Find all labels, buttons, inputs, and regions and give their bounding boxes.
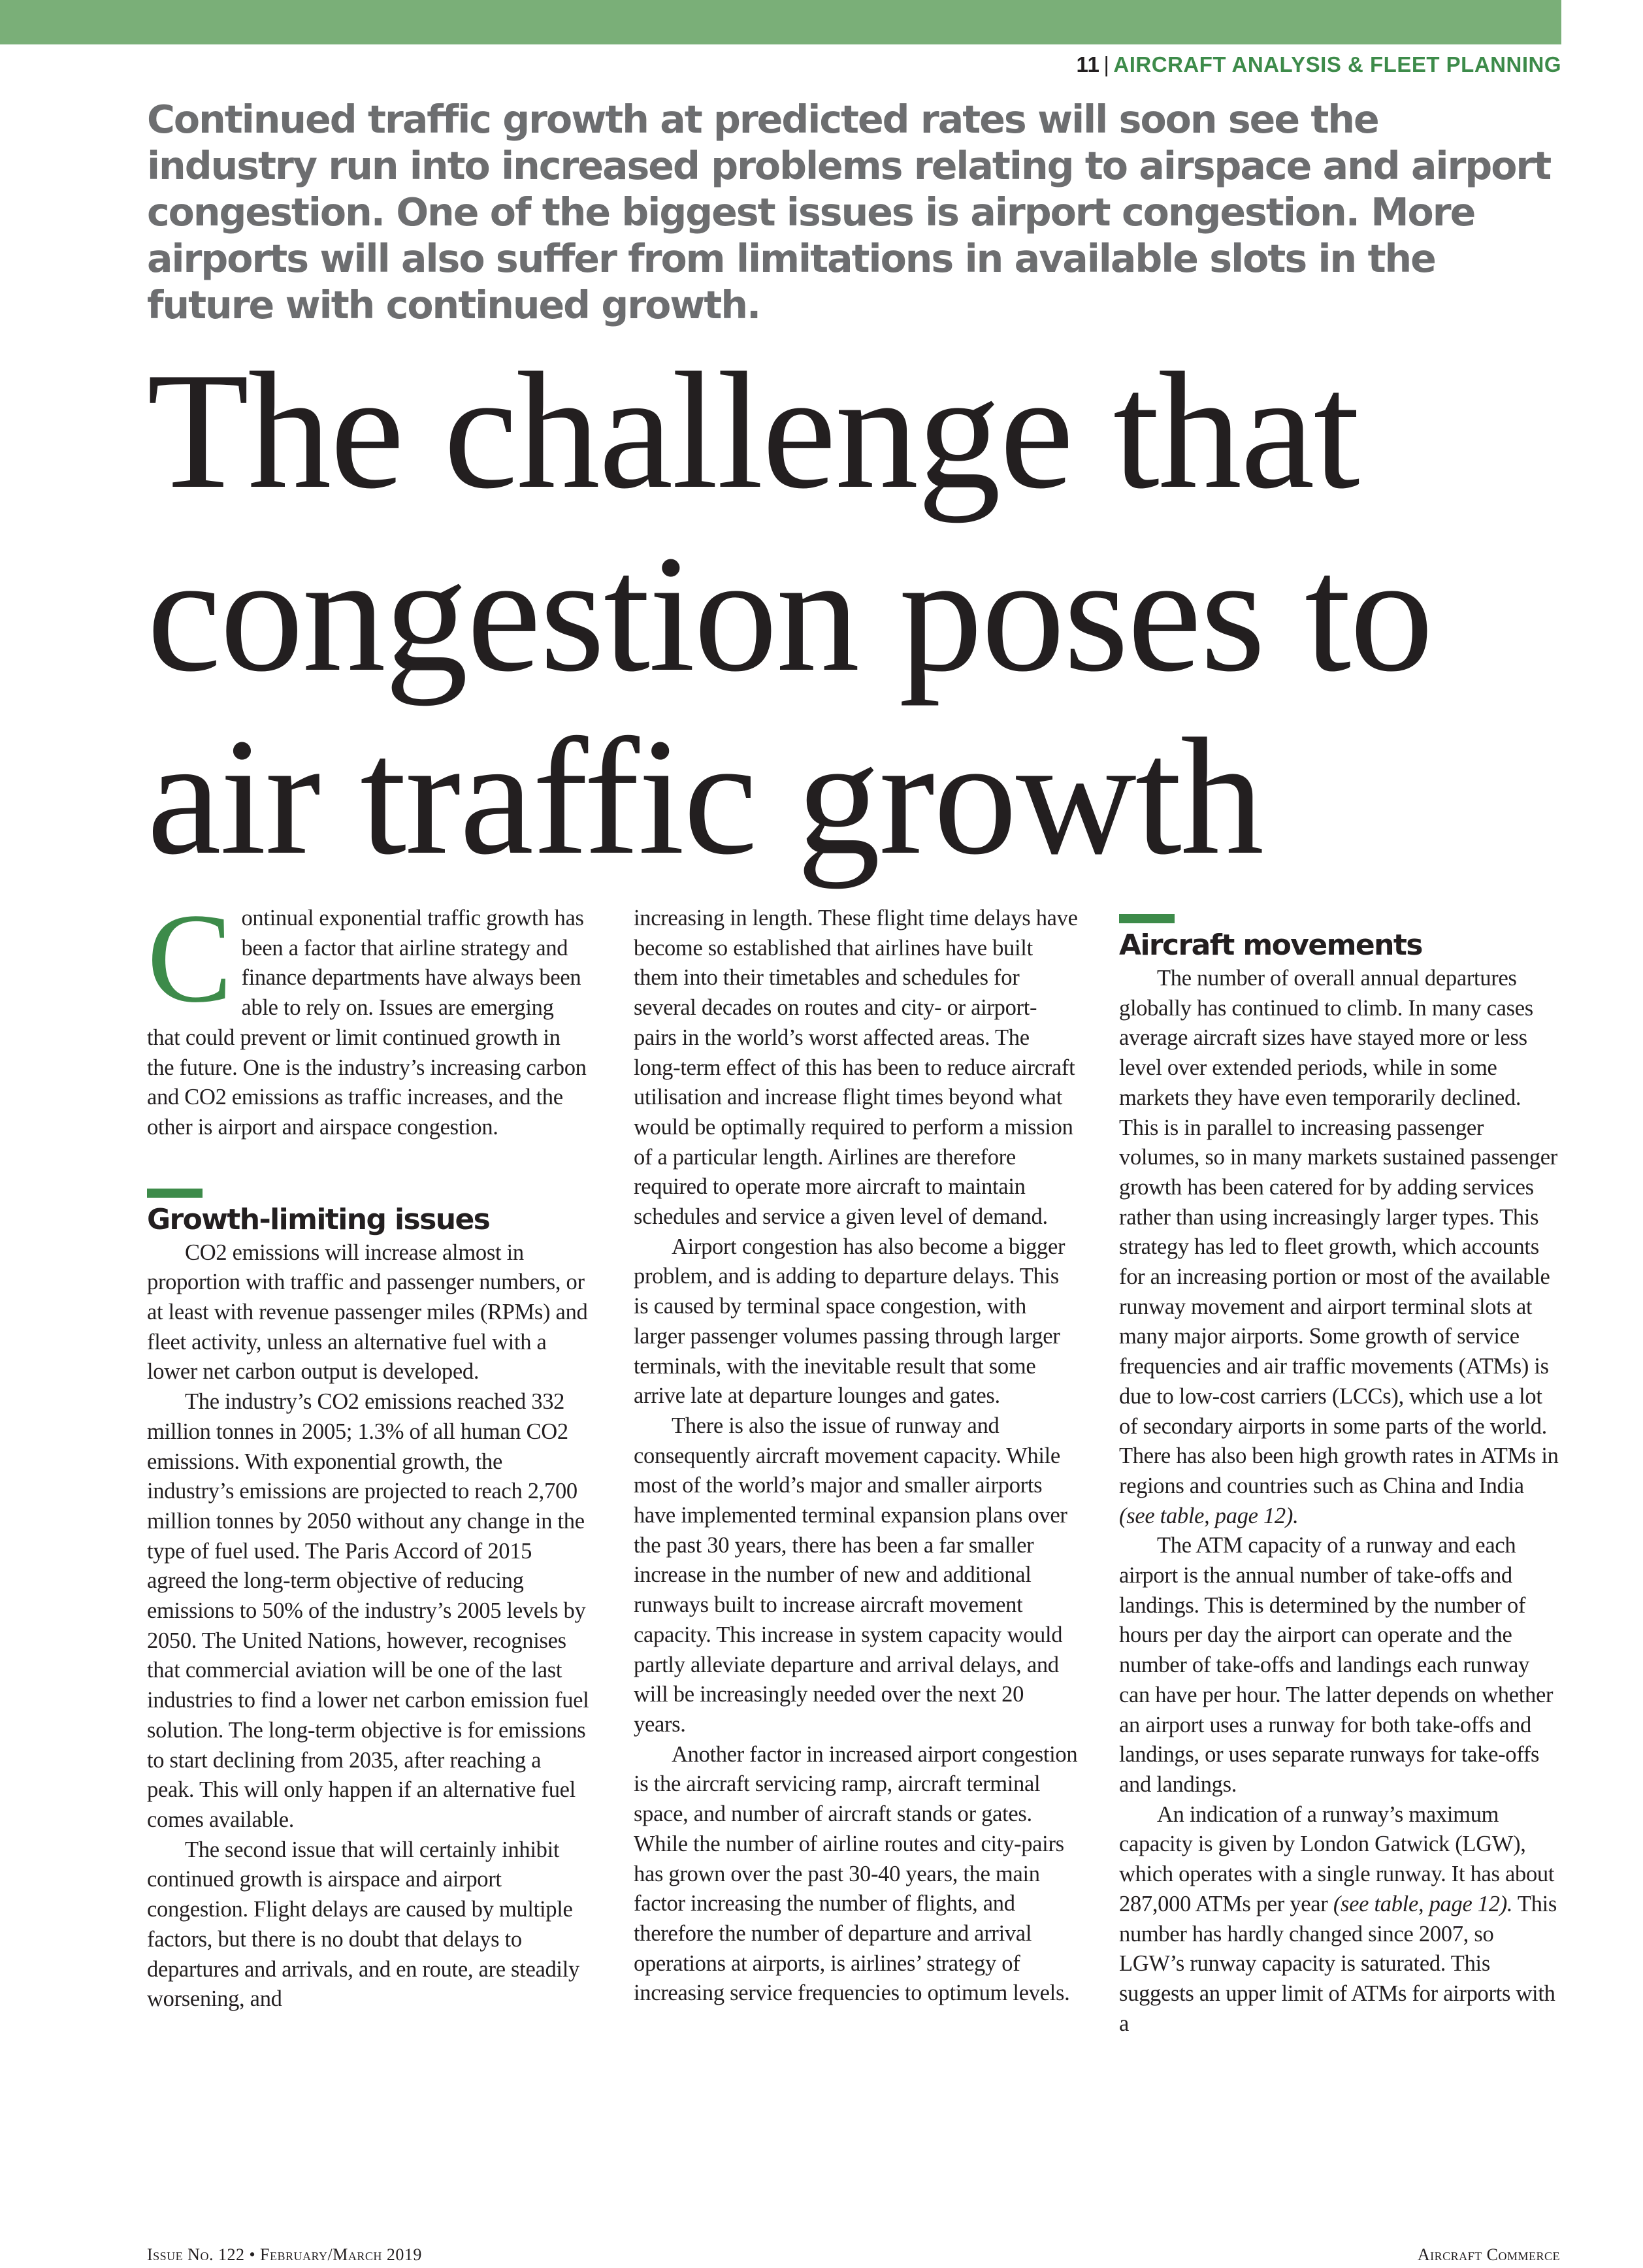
table-reference: (see table, page 12). bbox=[1119, 1503, 1299, 1528]
header-separator: | bbox=[1103, 52, 1110, 76]
section-marker bbox=[1119, 914, 1175, 923]
body-paragraph: The second issue that will certainly inhibit continued growth is airspace and airport congestion. Flight delays are caused by multiple factors, but there is no doubt that delays to departures and arrivals, and en route, are steadily worsening, and bbox=[147, 1837, 579, 2012]
body-paragraph bbox=[1119, 964, 1563, 1531]
column-3 bbox=[1119, 904, 1563, 2039]
body-text: The number of overall annual departures globally has continued to climb. In many cases average aircraft sizes have stayed more or less level over extended periods, while in some markets they have even temporarily declined. This is in parallel to increasing passenger volumes, so in many markets sustained passenger growth has been catered for by adding services rather than using increasingly larger types. This strategy has led to fleet growth, which accounts for an increasing portion or most of the available runway movement and airport terminal slots at many major airports. Some growth of service frequencies and air traffic movements (ATMs) is due to low-cost carriers (LCCs), which use a lot of secondary airports in some parts of the world. There has also been high growth rates in ATMs in regions and countries such as China and India bbox=[1119, 966, 1559, 1498]
footer-publication: Aircraft Commerce bbox=[1417, 2245, 1560, 2264]
body-paragraph: increasing in length. These flight time delays have become so established that airlines have built them into their timetables and schedules for several decades on routes and city- or airport-pairs in the world’s worst affected areas. The long-term effect of this has been to reduce aircraft utilisation and increase flight times beyond what would be optimally required to perform a mission of a particular length. Airlines are therefore required to operate more aircraft to maintain schedules and service a given level of demand. bbox=[634, 906, 1078, 1230]
body-paragraph: Another factor in increased airport congestion is the aircraft servicing ramp, aircraft terminal space, and number of aircraft stands or gates. While the number of airline routes and city-pairs has grown over the past 30-40 years, the main factor increasing the number of flights, and therefore the number of departure and arrival operations at airports, is airlines’ strategy of increasing service frequencies to optimum levels. bbox=[634, 1741, 1078, 2006]
table-reference: (see table, page 12). bbox=[1333, 1891, 1513, 1916]
body-paragraph: The ATM capacity of a runway and each airport is the annual number of take-offs and landings. This is determined by the number of hours per day the airport can operate and the number of take-offs and landings each runway can have per hour. The latter depends on whether an airport uses a runway for both take-offs and landings, or uses separate runways for take-offs and landings. bbox=[1119, 1533, 1554, 1797]
column-1 bbox=[147, 887, 591, 2014]
column-2 bbox=[634, 904, 1078, 2009]
running-header bbox=[849, 52, 1561, 77]
page-number: 11 bbox=[1076, 52, 1100, 76]
article-headline bbox=[147, 340, 1584, 889]
headline-line-3: air traffic growth bbox=[147, 704, 1263, 889]
footer-issue: Issue No. 122 • February/March 2019 bbox=[147, 2245, 422, 2264]
body-paragraph: Airport congestion has also become a bigger problem, and is adding to departure delays. This is caused by terminal space congestion, with larger passenger volumes passing through larger terminals, with the inevitable result that some arrive late at departure lounges and gates. bbox=[634, 1234, 1066, 1409]
subhead-growth-limiting: Growth-limiting issues bbox=[147, 1202, 490, 1236]
body-text: An indication of a runway’s maximum capacity is given by London Gatwick (LGW), which operates with a single runway. It has about 287,000 ATMs per year bbox=[1119, 1801, 1555, 1916]
header-color-bar bbox=[0, 0, 1561, 44]
body-paragraph bbox=[1119, 1800, 1563, 2039]
subhead-aircraft-movements: Aircraft movements bbox=[1119, 929, 1422, 962]
body-paragraph: The industry’s CO2 emissions reached 332 million tonnes in 2005; 1.3% of all human CO2 emissions. With exponential growth, the industry’s emissions are projected to reach 2,700 million tonnes by 2050 without any change in the type of fuel used. The Paris Accord of 2015 agreed the long-term objective of reducing emissions to 50% of the industry’s 2005 levels by 2050. The United Nations, however, recognises that commercial aviation will be one of the last industries to find a lower net carbon emission fuel solution. The long-term objective is for emissions to start declining from 2035, after reaching a peak. This will only happen if an alternative fuel comes available. bbox=[147, 1389, 589, 1832]
body-paragraph: CO2 emissions will increase almost in proportion with traffic and passenger numbers, or at least with revenue passenger miles (RPMs) and fleet activity, unless an alternative fuel with a lower net carbon output is developed. bbox=[147, 1240, 588, 1385]
drop-cap: C bbox=[147, 887, 233, 1029]
headline-line-1: The challenge that bbox=[147, 338, 1359, 523]
body-paragraph: There is also the issue of runway and consequently aircraft movement capacity. While most of the world’s major and smaller airports have implemented terminal expansion plans over the past 30 years, there has been a far smaller increase in the number of new and additional runways built to increase aircraft movement capacity. This increase in system capacity would partly alleviate departure and arrival delays, and will be increasingly needed over the next 20 years. bbox=[634, 1413, 1067, 1737]
section-marker bbox=[147, 1189, 203, 1198]
section-title: AIRCRAFT ANALYSIS & FLEET PLANNING bbox=[1113, 52, 1561, 76]
standfirst: Continued traffic growth at predicted rates will soon see the industry run into increased problems relating to airspace and airport congestion. One of the biggest issues is airport congestion. More airports will also suffer from limitations in available slots in the future with continued growth. bbox=[147, 97, 1551, 327]
intro-text: ontinual exponential traffic growth has been a factor that airline strategy and finance departments have always been able to rely on. Issues are emerging that could prevent or limit continued growth in the future. One is the industry’s increasing carbon and CO2 emissions as traffic increases, and the other is airport and airspace congestion. bbox=[147, 906, 587, 1140]
headline-line-2: congestion poses to bbox=[147, 521, 1433, 706]
body-text: This number has hardly changed since 2007, so LGW’s runway capacity is saturated. This suggests an upper limit of ATMs for airports with a bbox=[1119, 1891, 1557, 2036]
intro-paragraph bbox=[147, 887, 591, 1143]
